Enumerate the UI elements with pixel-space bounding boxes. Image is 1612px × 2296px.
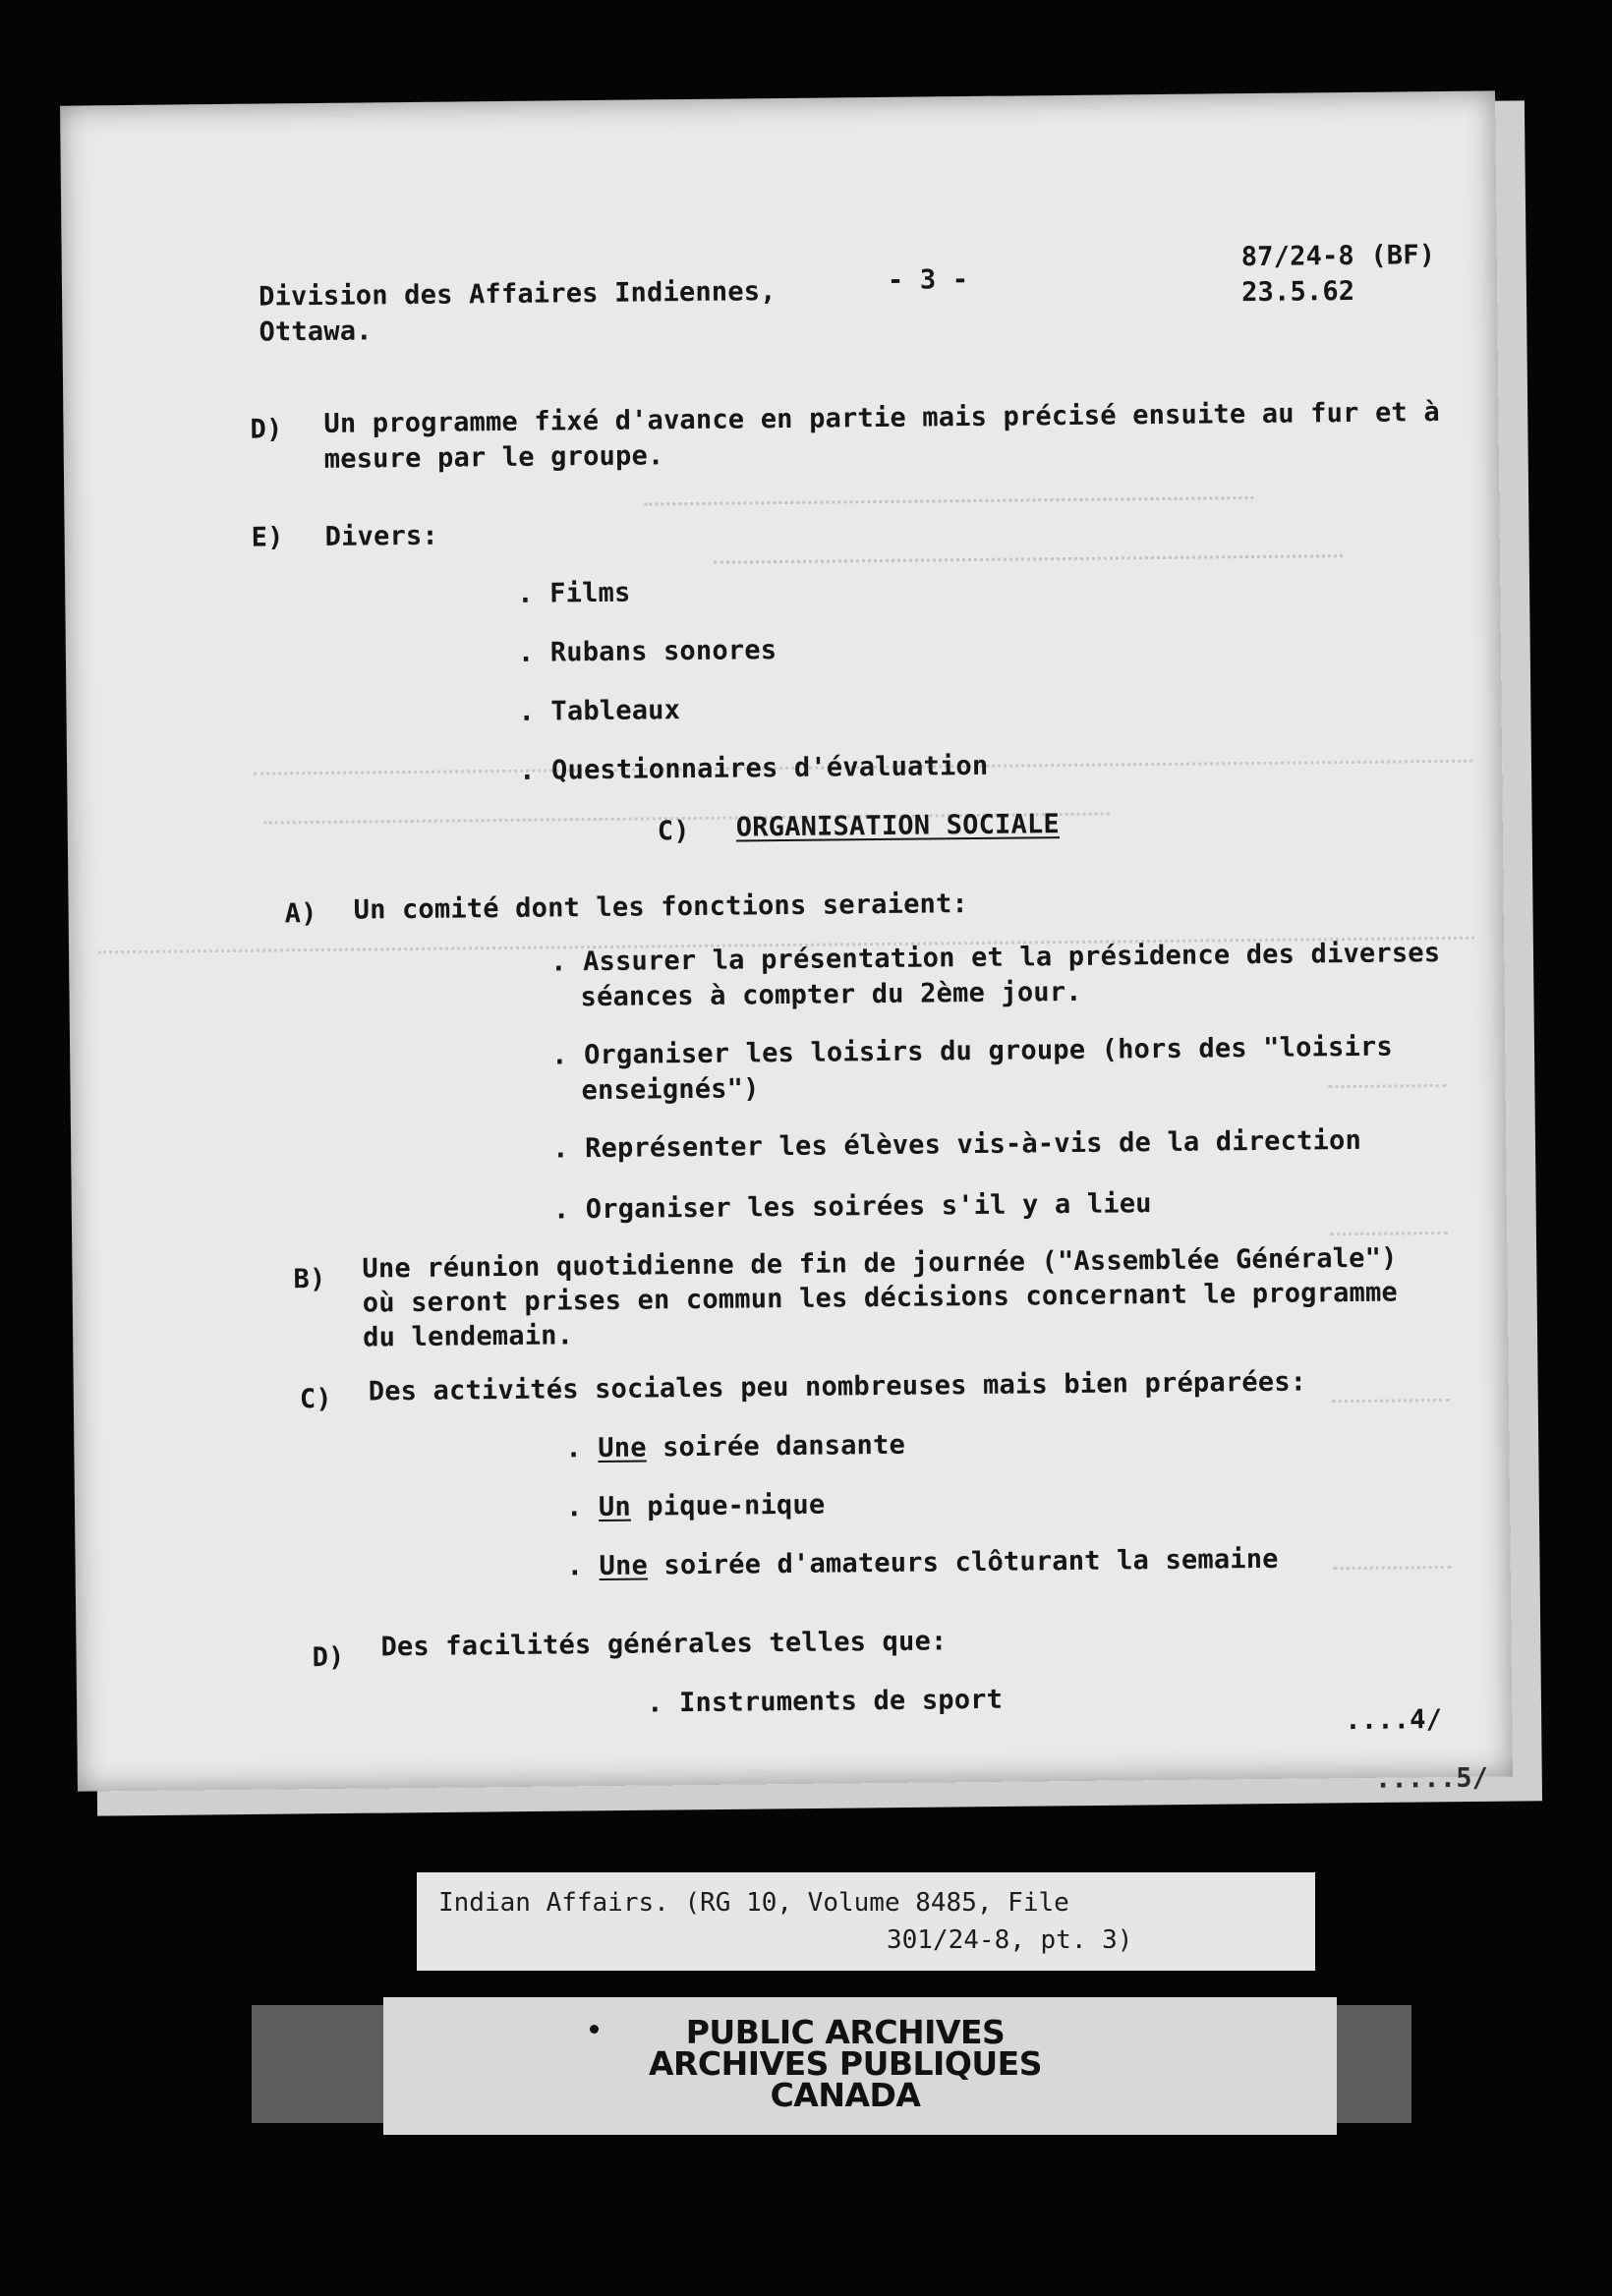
- item-marker: D): [312, 1641, 345, 1674]
- activites-bullet: . Une soirée dansante: [565, 1429, 906, 1464]
- office-line-1: Division des Affaires Indiennes,: [258, 276, 777, 313]
- comite-bullet: . Assurer la présentation et la présidence des diverses: [550, 938, 1441, 978]
- facilites-title: Des facilités générales telles que:: [380, 1626, 948, 1663]
- archives-stamp: [590, 2013, 1101, 2114]
- item-marker: D): [250, 414, 283, 445]
- divers-bullet: . Rubans sonores: [517, 635, 777, 668]
- divers-bullet: . Films: [517, 577, 631, 609]
- comite-bullet-cont: enseignés"): [581, 1073, 760, 1107]
- archive-label-line-2: 301/24-8, pt. 3): [887, 1925, 1133, 1955]
- item-marker: E): [251, 522, 284, 553]
- divers-title: Divers:: [324, 520, 439, 552]
- document-date: 23.5.62: [1240, 275, 1355, 309]
- comite-bullet-cont: séances à compter du 2ème jour.: [580, 976, 1082, 1013]
- continuation-marker-under: .....5/: [1374, 1762, 1489, 1795]
- item-marker: B): [293, 1263, 326, 1295]
- section-title: ORGANISATION SOCIALE: [735, 809, 1061, 843]
- comite-bullet: . Organiser les loisirs du groupe (hors des "loisirs: [551, 1031, 1394, 1071]
- page-number: - 3 -: [887, 264, 969, 296]
- section-marker: C): [657, 816, 690, 847]
- file-reference: 87/24-8 (BF): [1240, 240, 1436, 273]
- reunion-line-1: Une réunion quotidienne de fin de journée ("Assemblée Générale"): [362, 1242, 1398, 1285]
- reunion-line-2: où seront prises en commun les décisions concernant le programme: [362, 1277, 1399, 1319]
- stamp-line-1: PUBLIC ARCHIVES: [685, 2013, 1006, 2051]
- programme-line-1: Un programme fixé d'avance en partie mais précisé ensuite au fur et à: [323, 397, 1440, 439]
- stamp-line-2: ARCHIVES PUBLIQUES: [648, 2044, 1042, 2083]
- reunion-line-3: du lendemain.: [363, 1320, 574, 1353]
- activites-title: Des activités sociales peu nombreuses mais bien préparées:: [368, 1366, 1307, 1407]
- comite-bullet: . Représenter les élèves vis-à-vis de la direction: [552, 1124, 1362, 1165]
- comite-title: Un comité dont les fonctions seraient:: [353, 889, 969, 926]
- activites-bullet: . Un pique-nique: [565, 1489, 826, 1523]
- divers-bullet: . Tableaux: [518, 695, 681, 727]
- programme-line-2: mesure par le groupe.: [323, 440, 664, 475]
- document-page: [60, 90, 1513, 1795]
- bleed-through-mark: [714, 554, 1343, 582]
- bleed-through-mark: [644, 496, 1253, 523]
- facilites-bullet: . Instruments de sport: [646, 1684, 1004, 1719]
- divers-bullet: . Questionnaires d'évaluation: [519, 750, 989, 786]
- continuation-marker: ....4/: [1345, 1704, 1443, 1737]
- item-marker: A): [284, 897, 317, 930]
- office-line-2: Ottawa.: [259, 316, 373, 348]
- archive-label: [417, 1872, 1315, 1971]
- stamp-line-3: CANADA: [770, 2076, 921, 2114]
- comite-bullet: . Organiser les soirées s'il y a lieu: [552, 1188, 1152, 1226]
- activites-bullet: . Une soirée d'amateurs clôturant la semaine: [566, 1543, 1279, 1582]
- bleed-through-mark: [1329, 1084, 1447, 1106]
- bleed-through-mark: [1334, 1566, 1452, 1587]
- item-marker: C): [299, 1383, 332, 1415]
- bleed-through-mark: [1332, 1399, 1450, 1420]
- archive-label-line-1: Indian Affairs. (RG 10, Volume 8485, File: [438, 1888, 1069, 1918]
